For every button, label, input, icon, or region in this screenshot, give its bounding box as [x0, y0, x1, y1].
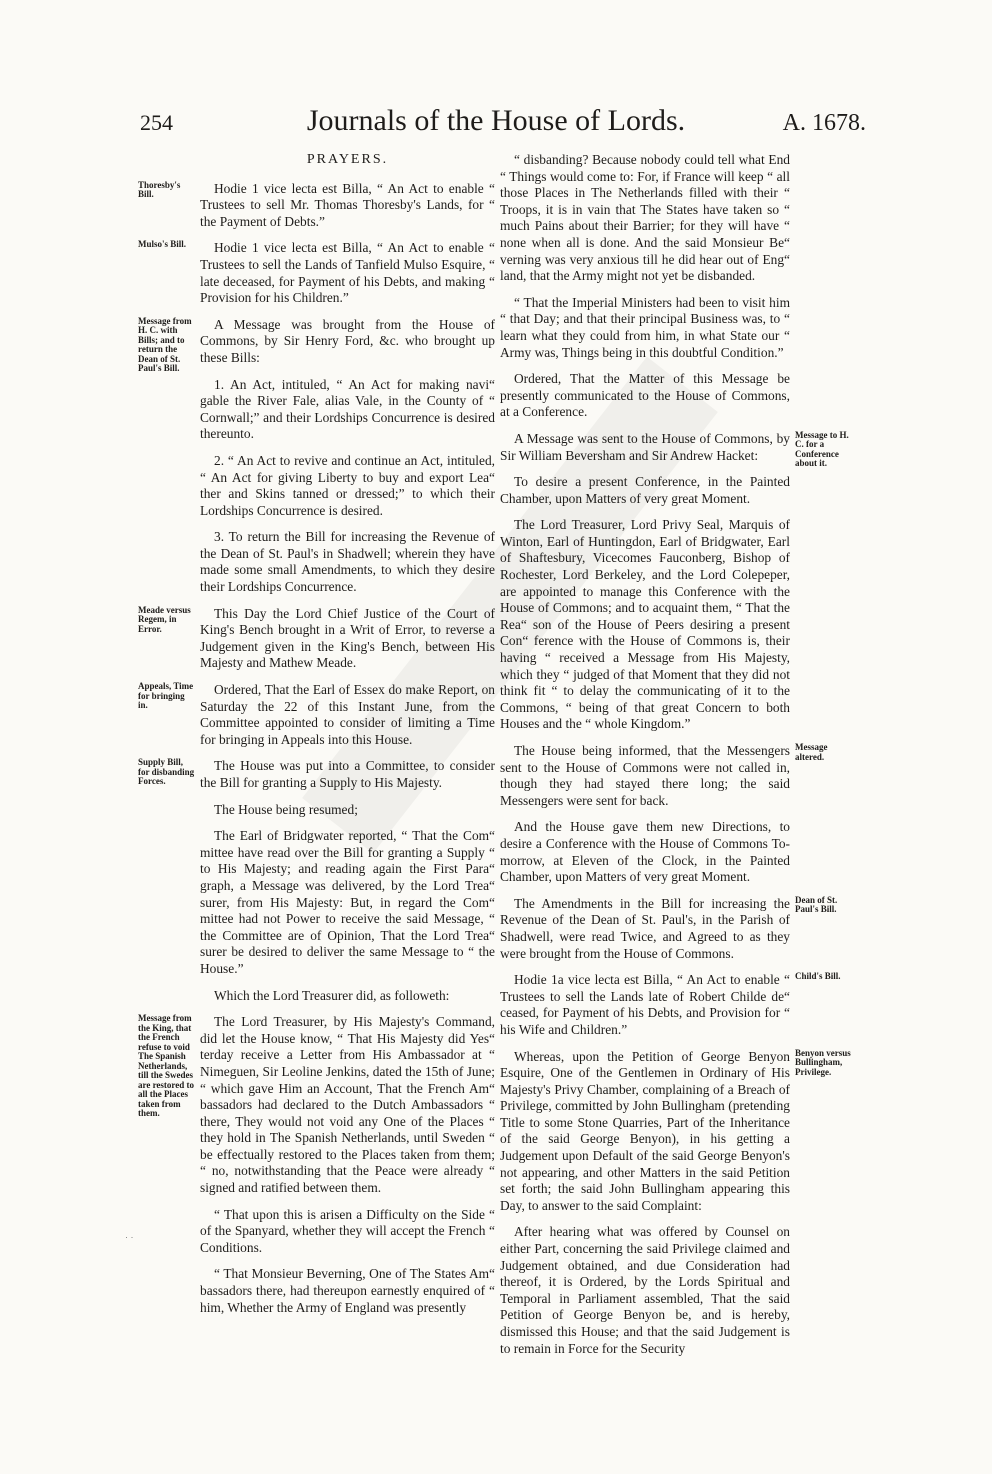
- paragraph-text: Hodie 1 vice lecta est Billa, “ An Act to enable “ Trustees to sell the Lands of Tanfield Mulso Esquire, “ late deceased, for Payment of his Debts, and making “ Provision for his Children.”: [200, 240, 495, 306]
- paragraph-text: 1. An Act, intituled, “ An Act for making navi“ gable the River Fale, alias Vale, in the County of “ Cornwall;” and their Lordships Concurrence is desired thereunto.: [200, 376, 495, 442]
- paragraph-block: [138, 604, 495, 672]
- margin-note: Benyon versus Bullingham, Privilege.: [795, 1047, 851, 1077]
- paragraph-block: [200, 1207, 495, 1257]
- paragraph-block: [138, 757, 495, 791]
- paragraph-block: [138, 1013, 495, 1197]
- paragraph-block: [500, 517, 790, 733]
- paragraph-text: A Message was sent to the House of Commons, by Sir William Beversham and Sir Andrew Hacket:: [500, 430, 790, 463]
- paragraph-block: [500, 1047, 851, 1215]
- page-number: 254: [140, 110, 173, 135]
- paragraph-block: [500, 894, 838, 962]
- margin-note: Mulso's Bill.: [138, 239, 187, 250]
- paragraph-text: 2. “ An Act to revive and continue an Act, intituled, “ An Act for giving Liberty to buy and export Lea“ ther and Skins tanned or dressed;” to which their Lordships Concurrence is desired.: [200, 452, 495, 518]
- paragraph-block: [138, 179, 495, 231]
- margin-note: Appeals, Time for bringing in.: [138, 681, 194, 711]
- paragraph-text: The House being resumed;: [214, 801, 358, 817]
- paragraph-text: This Day the Lord Chief Justice of the Court of King's Bench brought in a Writ of Error, to reverse a Judgement given in the King's Bench, between His Majesty and Mathew Meade.: [200, 605, 495, 671]
- paragraph-text: To desire a present Conference, in the Painted Chamber, upon Matters of very great Moment.: [500, 474, 790, 506]
- paragraph-block: [138, 315, 495, 374]
- paragraph-block: [138, 681, 495, 748]
- paragraph-text: The House being informed, that the Messengers sent to the House of Commons were not called in, though they had stayed there long; the said Messengers were sent for back.: [500, 743, 790, 808]
- paragraph-block: [200, 828, 495, 977]
- paragraph-text: The Lord Treasurer, Lord Privy Seal, Marquis of Winton, Earl of Huntingdon, Earl of Bridgwater, Earl of Shaftesbury, Vicecomes Fauconberg, Bishop of Rochester, Lord Berkeley, and the Lord Colepeper, are appointed to manage this Conference with the House of Commons; and to acquaint them, “ That the Rea“ son of the House of Peers desiring a present Con“ ference with the House of Commons is, their having “ received a Message from His Majesty, which they “ judged of that Moment that they did not think fit “ to delay the communicating of it to the Commons, “ being of that great Concern to both Houses and the “ whole Kingdom.”: [500, 517, 790, 732]
- margin-note: Dean of St. Paul's Bill.: [795, 894, 838, 915]
- margin-note: Message from the King, that the French refuse to void The Spanish Netherlands, till the Swedes are restored to all the Places taken from them.: [138, 1013, 194, 1119]
- paragraph-text: And the House gave them new Directions, to desire a Conference with the House of Commons To-morrow, at Eleven of the Clock, in the Painted Chamber, upon Matters of very great Moment.: [500, 819, 790, 885]
- paragraph-text: The Amendments in the Bill for increasing the Revenue of the Dean of St. Paul's, in the Parish of Shadwell, were read Twice, and Agreed to as they were brought from the House of Commons.: [500, 895, 790, 961]
- paragraph-text: After hearing what was offered by Counsel on either Part, concerning the said Privilege claimed and Judgement obtained, and due Consideration had thereof, it is Ordered, by the Lords Spiritual and Temporal in Parliament assembled, That the said Petition of George Benyon be, and is hereby, dismissed this House; and that the said Judgement is to remain in Force for the Security: [500, 1224, 790, 1356]
- paragraph-block: [200, 529, 495, 595]
- paragraph-text: “ That Monsieur Beverning, One of The States Am“ bassadors there, had thereupon earnestly enquired of “ him, Whether the Army of England was presently: [200, 1266, 495, 1315]
- paragraph-text: “ disbanding? Because nobody could tell what End “ Things would come to: For, if France will keep “ all those Places in The Netherlands filled with their “ Troops, it is in vain that The States have taken so “ much Pains about their Barrier; for they will have “ none when all is done. And the said Monsieur Be“ verning was very anxious till he did hear out of Eng“ land, that the Army might not yet be disbanded.: [500, 152, 790, 284]
- paragraph-text: Ordered, That the Matter of this Message be presently communicated to the House of Commons, at a Conference.: [500, 371, 790, 420]
- margin-note: Message from H. C. with Bills; and to return the Dean of St. Paul's Bill.: [138, 315, 192, 374]
- year-label: A. 1678.: [782, 110, 866, 136]
- paragraph-block: [200, 988, 495, 1005]
- running-title: Journals of the House of Lords.: [306, 104, 686, 137]
- paragraph-block: [500, 819, 790, 885]
- paragraph-text: Ordered, That the Earl of Essex do make Report, on Saturday the 22 of this Instant June, from the Committee appointed to consider of limiting a Time for bringing in Appeals into this House.: [200, 682, 495, 747]
- paragraph-text: 3. To return the Bill for increasing the Revenue of the Dean of St. Paul's in Shadwell; wherein they have made some small Amendments, to which they desire their Lordships Concurrence.: [200, 529, 495, 595]
- paragraph-text: Hodie 1 vice lecta est Billa, “ An Act to enable “ Trustees to sell Mr. Thomas Thoresby's Lands, for “ the Payment of Debts.”: [200, 180, 495, 229]
- page-mark: · ·: [125, 1232, 134, 1242]
- right-column: [500, 152, 851, 1367]
- paragraph-block: [500, 1224, 790, 1357]
- paragraph-text: The House was put into a Committee, to consider the Bill for granting a Supply to His Majesty.: [200, 758, 495, 790]
- section-heading: PRAYERS.: [306, 152, 389, 167]
- paragraph-block: [500, 742, 828, 809]
- paragraph-text: The Lord Treasurer, by His Majesty's Command, did let the House know, “ That His Majesty did Yes“ terday receive a Letter from His Ambassador at “ Nimeguen, Sir Leoline Jenkins, dated the 15th of June; “ which gave Him an Account, That the French Am“ bassadors had declared to the Dutch Ambassadors “ there, They would not void any One of the Places “ they hold in The Spanish Netherlands, until Sweden “ be effectually restored to the Places taken from them; “ no, notwithstanding that the Peace were already “ signed and ratified between them.: [200, 1014, 495, 1196]
- paragraph-block: [200, 453, 495, 519]
- paragraph-block: [138, 239, 495, 306]
- paragraph-block: [500, 295, 790, 361]
- paragraph-text: The Earl of Bridgwater reported, “ That the Com“ mittee have read over the Bill for granting a Supply “ to His Majesty; and reading again the First Para“ graph, a Message was delivered, by the Lord Trea“ surer, from His Majesty: But, in regard the Com“ mittee had not Power to receive the said Message, “ the Committee are of Opinion, That the Lord Trea“ surer be desired to deliver the same Message to “ the House.”: [200, 828, 495, 976]
- margin-note: Message altered.: [795, 742, 828, 762]
- margin-note: Meade versus Regem, in Error.: [138, 604, 191, 634]
- margin-note: Child's Bill.: [795, 971, 841, 982]
- page-header: [0, 104, 992, 160]
- paragraph-block: [500, 371, 790, 421]
- paragraph-block: [500, 152, 790, 285]
- margin-note: Supply Bill, for disbanding Forces.: [138, 757, 195, 787]
- paragraph-text: “ That upon this is arisen a Difficulty on the Side “ of the Spanyard, whether they will accept the French “ Conditions.: [200, 1206, 495, 1255]
- paragraph-text: Whereas, upon the Petition of George Benyon Esquire, One of the Gentlemen in Ordinary of His Majesty's Privy Chamber, complaining of a Breach of Privilege, committed by John Bullingham (pretending Title to some Stone Quarries, Part of the Inheritance of the said George Benyon), in his getting a Judgement upon Default of the said George Benyon's not appearing, and other Matters in the said Petition set forth; the said John Bullingham appearing this Day, to answer to the said Complaint:: [500, 1048, 790, 1213]
- paragraph-block: [200, 1266, 495, 1316]
- paragraph-text: “ That the Imperial Ministers had been to visit him “ that Day; and that their principal Business was, to “ learn what they could from him, in what State our “ Army was, Things being in this doubtful Condition.”: [500, 294, 790, 360]
- paragraph-text: Which the Lord Treasurer did, as followeth:: [214, 987, 450, 1003]
- left-column: [138, 152, 495, 1326]
- paragraph-text: A Message was brought from the House of Commons, by Sir Henry Ford, &c. who brought up these Bills:: [200, 316, 495, 365]
- paragraph-block: [500, 429, 849, 469]
- paragraph-block: [200, 802, 495, 819]
- margin-note: Thoresby's Bill.: [138, 179, 181, 200]
- paragraph-block: [200, 377, 495, 443]
- margin-note: Message to H. C. for a Conference about it.: [795, 429, 849, 469]
- paragraph-text: Hodie 1a vice lecta est Billa, “ An Act to enable “ Trustees to sell the Lands late of Robert Childe de“ ceased, for Payment of his Debts, and Provision for “ his Wife and Children.”: [500, 972, 790, 1037]
- paragraph-block: [500, 971, 841, 1038]
- paragraph-block: [500, 474, 790, 507]
